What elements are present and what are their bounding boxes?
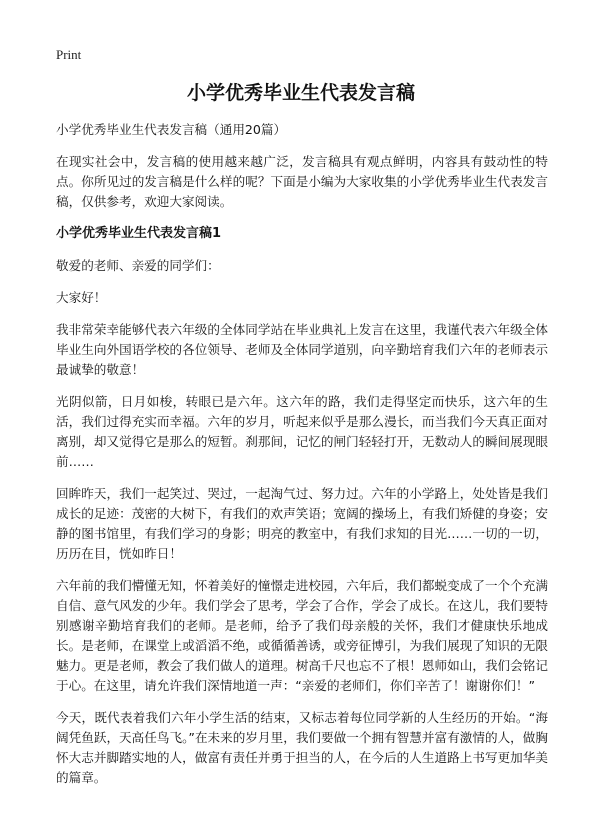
intro-paragraph: 在现实社会中，发言稿的使用越来越广泛，发言稿具有观点鲜明，内容具有鼓动性的特点。你所见过的发言稿是什么样的呢？下面是小编为大家收集的小学优秀毕业生代表发言稿，仅供参考，欢迎大家阅读。 [56,154,548,209]
document-body [56,120,548,800]
body-paragraph: 我非常荣幸能够代表六年级的全体同学站在毕业典礼上发言在这里，我谨代表六年级全体毕业生向外国语学校的各位领导、老师及全体同学道别，向辛勤培育我们六年的老师表示最诚挚的敬意！ [56,322,548,377]
body-paragraph: 六年前的我们懵懂无知，怀着美好的憧憬走进校园，六年后，我们都蜕变成了一个个充满自信、意气风发的少年。我们学会了思考，学会了合作，学会了成长。在这儿，我们要特别感谢辛勤培育我们的老师。是老师，给予了我们母亲般的关怀，我们才健康快乐地成长。是老师，在课堂上或滔滔不绝，或循循善诱，或旁征博引，为我们展现了知识的无限魅力。更是老师，教会了我们做人的道理。树高千尺也忘不了根！恩师如山，我们会铭记于心。在这里，请允许我们深情地道一声：“亲爱的老师们，你们辛苦了！谢谢你们！” [56,578,548,693]
document-subtitle: 小学优秀毕业生代表发言稿（通用20篇） [56,122,287,137]
greeting: 敬爱的老师、亲爱的同学们： [56,258,220,273]
section-heading: 小学优秀毕业生代表发言稿1 [56,226,222,241]
page-title: 小学优秀毕业生代表发言稿 [186,82,415,104]
body-paragraph: 光阴似箭，日月如梭，转眼已是六年。这六年的路，我们走得坚定而快乐，这六年的生活，我们过得充实而幸福。六年的岁月，听起来似乎是那么漫长，而当我们今天真正面对离别，却又觉得它是那么的短暂。刹那间，记忆的闸门轻轻打开，无数动人的瞬间展现眼前…… [56,394,548,469]
body-paragraph: 今天，既代表着我们六年小学生活的结束，又标志着每位同学新的人生经历的开始。“海阔凭鱼跃，天高任鸟飞。”在未来的岁月里，我们要做一个拥有智慧并富有激情的人，做胸怀大志并脚踏实地的人，做富有责任并勇于担当的人，在今后的人生道路上书写更加华美的篇章。 [56,710,548,785]
body-paragraph: 回眸昨天，我们一起笑过、哭过，一起淘气过、努力过。六年的小学路上，处处皆是我们成长的足迹：茂密的大树下，有我们的欢声笑语；宽阔的操场上，有我们矫健的身姿；安静的图书馆里，有我们学习的身影；明亮的教室中，有我们求知的目光……一切的一切，历历在目，恍如昨日！ [56,486,548,561]
hello-line: 大家好！ [56,290,107,305]
print-link[interactable]: Print [56,47,82,62]
